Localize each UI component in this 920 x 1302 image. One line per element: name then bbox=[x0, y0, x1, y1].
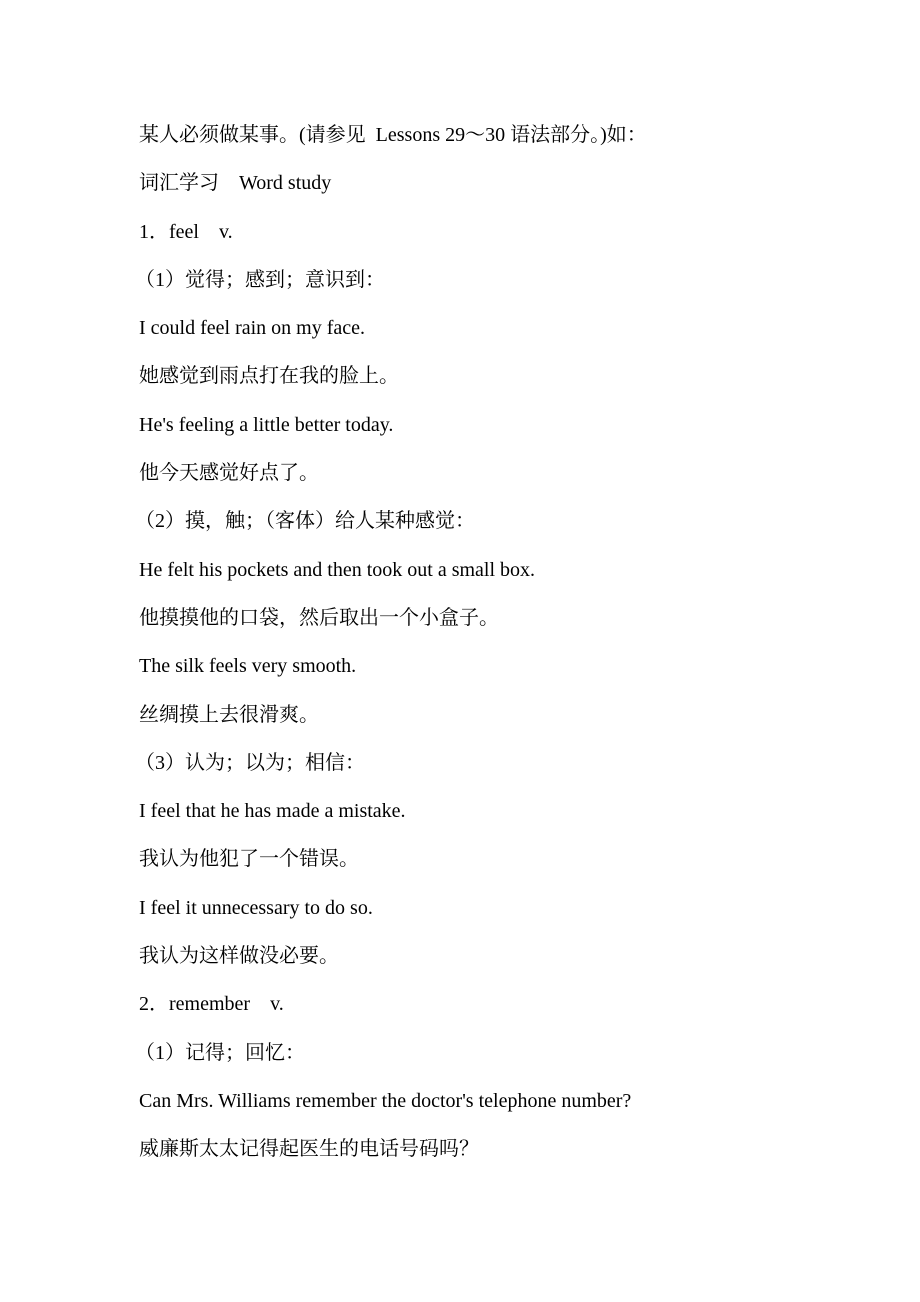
example-chinese: 我认为这样做没必要。 bbox=[139, 945, 339, 968]
example-english: He's feeling a little better today. bbox=[139, 413, 394, 436]
example-chinese: 他今天感觉好点了。 bbox=[139, 462, 319, 485]
section-heading: 词汇学习 Word study bbox=[139, 172, 332, 195]
example-chinese: 他摸摸他的口袋，然后取出一个小盒子。 bbox=[139, 606, 499, 629]
sense-heading: （2）摸，触；（客体）给人某种感觉： bbox=[135, 510, 475, 533]
example-english: I feel that he has made a mistake. bbox=[139, 800, 406, 823]
sense-heading: （1）觉得；感到；意识到： bbox=[135, 268, 385, 291]
example-chinese: 丝绸摸上去很滑爽。 bbox=[139, 703, 319, 726]
example-chinese: 威廉斯太太记得起医生的电话号码吗？ bbox=[139, 1138, 479, 1161]
example-english: I could feel rain on my face. bbox=[139, 317, 366, 340]
intro-sentence: 某人必须做某事。(请参见 Lessons 29～30 语法部分。)如： bbox=[139, 124, 647, 146]
example-chinese: 她感觉到雨点打在我的脸上。 bbox=[139, 365, 399, 388]
sense-heading: （3）认为；以为；相信： bbox=[135, 751, 365, 774]
example-chinese: 我认为他犯了一个错误。 bbox=[139, 848, 359, 871]
vocab-entry-heading: 1．feel v. bbox=[139, 220, 233, 243]
document-body bbox=[135, 120, 879, 1183]
sense-heading: （1）记得；回忆： bbox=[135, 1041, 305, 1064]
vocab-entry-heading: 2．remember v. bbox=[139, 993, 284, 1016]
example-english: The silk feels very smooth. bbox=[139, 655, 357, 678]
example-english: I feel it unnecessary to do so. bbox=[139, 896, 373, 919]
example-english: Can Mrs. Williams remember the doctor's telephone number? bbox=[139, 1089, 632, 1112]
example-english: He felt his pockets and then took out a small box. bbox=[139, 558, 536, 581]
